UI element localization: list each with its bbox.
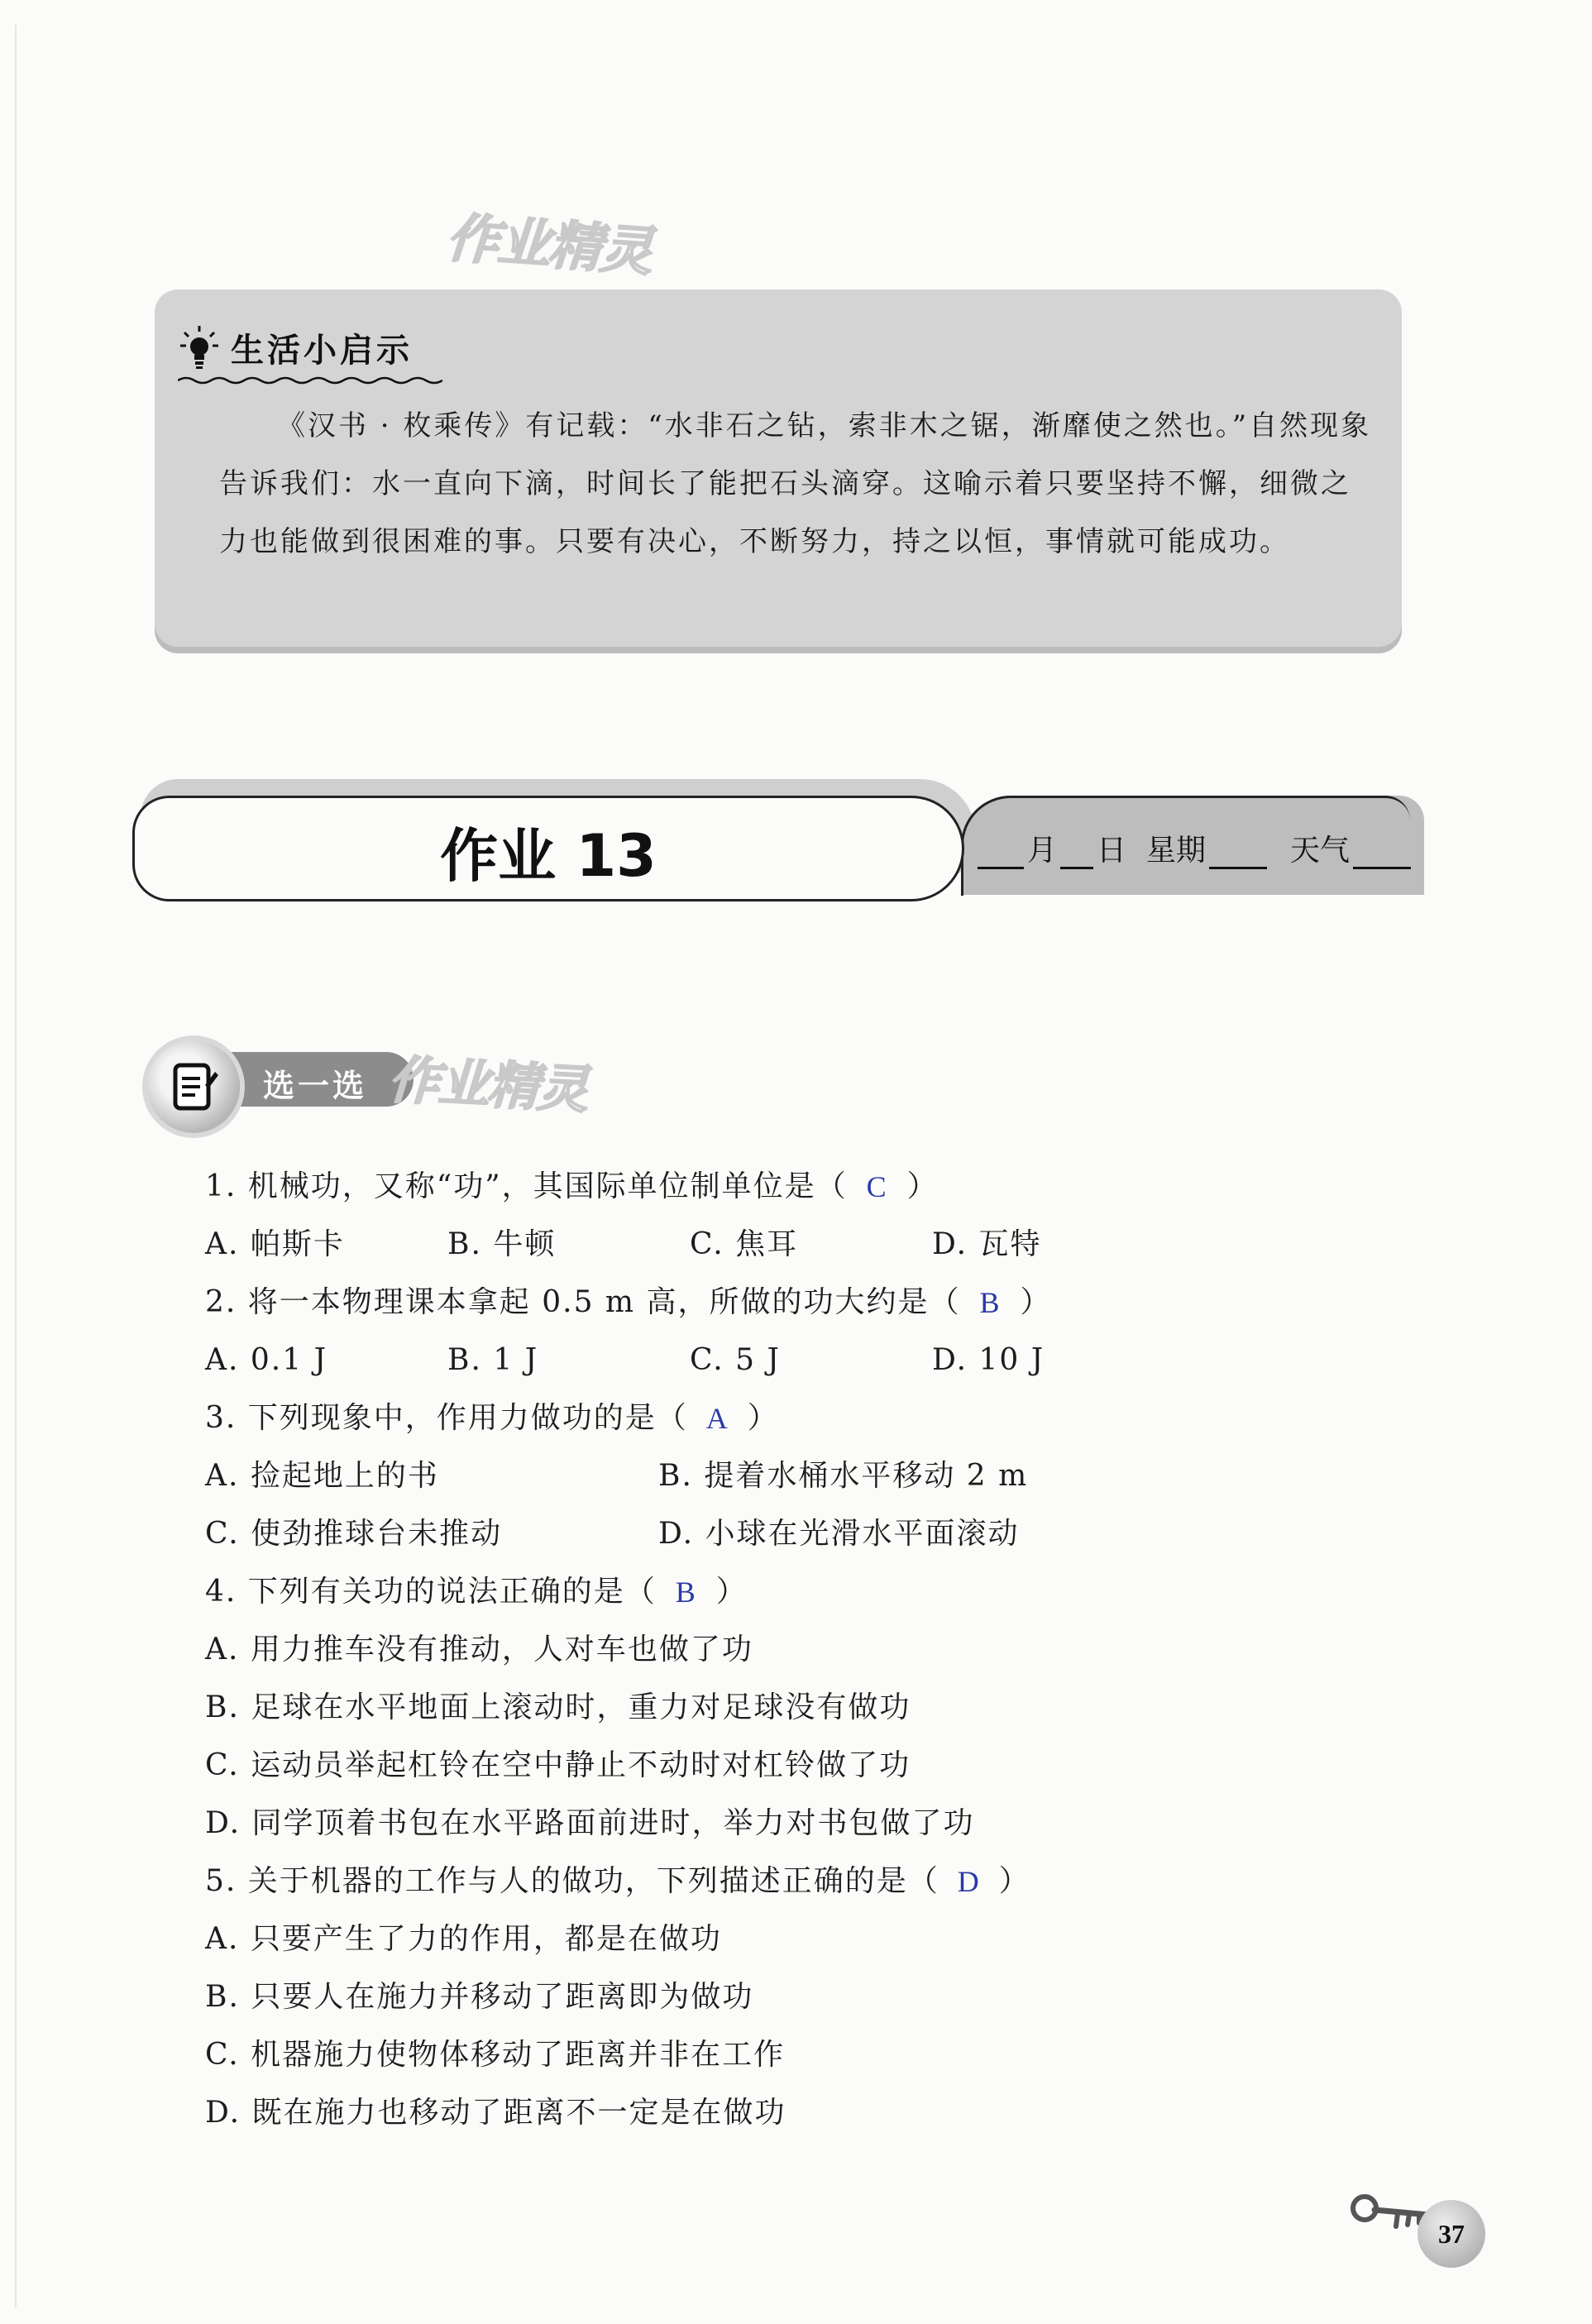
question-text: 3. 下列现象中，作用力做功的是（ — [205, 1401, 688, 1435]
options-row — [205, 1968, 1198, 2026]
notepad-icon — [172, 1060, 218, 1113]
options-row — [205, 2026, 1198, 2084]
options-row — [205, 1910, 1198, 1968]
option-text: C. 5 J — [690, 1343, 781, 1377]
watermark: 作业精灵 — [444, 208, 653, 284]
lightbulb-icon — [179, 324, 219, 371]
close-paren: ） — [715, 1575, 748, 1609]
date-row — [974, 827, 1414, 869]
options-row — [205, 1737, 1198, 1795]
tip-box — [155, 289, 1402, 647]
tip-title: 生活小启示 — [231, 331, 413, 370]
options-row — [205, 2084, 1198, 2142]
option-text: A. 帕斯卡 — [205, 1227, 345, 1261]
section-label: 选一选 — [263, 1068, 368, 1104]
option-text: A. 用力推车没有推动，人对车也做了功 — [205, 1633, 753, 1666]
answer-mark: B — [979, 1286, 1002, 1319]
page-number: 37 — [1418, 2200, 1485, 2268]
month-label: 月 — [1027, 834, 1058, 868]
option-text: D. 小球在光滑水平面滚动 — [658, 1517, 1020, 1551]
option-text: D. 同学顶着书包在水平路面前进时，举力对书包做了功 — [205, 1806, 975, 1840]
question-stem — [205, 1853, 1198, 1910]
day-blank[interactable] — [1060, 834, 1093, 869]
close-paren: ） — [747, 1401, 779, 1435]
weekday-label: 星期 — [1146, 834, 1207, 868]
question-text: 4. 下列有关功的说法正确的是（ — [205, 1575, 657, 1609]
answer-mark: C — [866, 1170, 888, 1203]
question-stem — [205, 1158, 1198, 1216]
option-text: A. 0.1 J — [205, 1343, 328, 1377]
close-paren: ） — [1020, 1285, 1052, 1319]
option-text: B. 只要人在施力并移动了距离即为做功 — [205, 1980, 754, 2014]
options-row — [205, 1621, 1198, 1679]
option-text: B. 牛顿 — [447, 1227, 557, 1261]
option-text: D. 瓦特 — [932, 1227, 1042, 1261]
option-text: D. 10 J — [932, 1343, 1045, 1377]
answer-mark: B — [675, 1576, 697, 1609]
option-text: A. 只要产生了力的作用，都是在做功 — [205, 1922, 722, 1956]
options-row — [205, 1505, 1198, 1563]
tip-body: 《汉书 · 枚乘传》有记载：“水非石之钻，索非木之锯，渐靡使之然也。”自然现象告诉我们：水一直向下滴，时间长了能把石头滴穿。这喻示着只要坚持不懈，细微之力也能做到很困难的事。只要有决心，不断努力，持之以恒，事情就可能成功。 — [219, 409, 1372, 558]
question-text: 5. 关于机器的工作与人的做功，下列描述正确的是（ — [205, 1864, 939, 1898]
option-text: C. 机器施力使物体移动了距离并非在工作 — [205, 2038, 786, 2072]
options-row — [205, 1795, 1198, 1853]
option-text: B. 足球在水平地面上滚动时，重力对足球没有做功 — [205, 1690, 911, 1724]
question-text: 2. 将一本物理课本拿起 0.5 m 高，所做的功大约是（ — [205, 1285, 961, 1319]
option-text: A. 捡起地上的书 — [205, 1459, 439, 1493]
tip-header — [179, 323, 413, 372]
homework-title: 作业 13 — [440, 822, 657, 890]
close-paren: ） — [906, 1169, 939, 1203]
option-text: D. 既在施力也移动了距离不一定是在做功 — [205, 2096, 786, 2130]
option-text: C. 使劲推球台未推动 — [205, 1517, 503, 1551]
option-text: C. 运动员举起杠铃在空中静止不动时对杠铃做了功 — [205, 1748, 911, 1782]
close-paren: ） — [998, 1864, 1030, 1898]
question-text: 1. 机械功，又称“功”，其国际单位制单位是（ — [205, 1169, 848, 1203]
homework-banner — [132, 796, 964, 901]
options-row — [205, 1447, 1198, 1505]
question-stem — [205, 1389, 1198, 1447]
option-text: B. 1 J — [447, 1343, 539, 1377]
question-stem — [205, 1274, 1198, 1332]
answer-mark: A — [705, 1402, 729, 1435]
question-list — [205, 1158, 1198, 2142]
options-row — [205, 1679, 1198, 1737]
options-row — [205, 1332, 1198, 1389]
weekday-blank[interactable] — [1209, 834, 1267, 869]
option-text: B. 提着水桶水平移动 2 m — [658, 1459, 1029, 1493]
options-row — [205, 1216, 1198, 1274]
option-text: C. 焦耳 — [690, 1227, 799, 1261]
question-stem — [205, 1563, 1198, 1621]
wavy-underline — [178, 375, 442, 385]
watermark: 作业精灵 — [386, 1049, 589, 1121]
weather-blank[interactable] — [1353, 834, 1411, 869]
weather-label: 天气 — [1290, 834, 1351, 868]
answer-mark: D — [957, 1865, 981, 1898]
day-label: 日 — [1097, 834, 1127, 868]
month-blank[interactable] — [978, 834, 1024, 869]
